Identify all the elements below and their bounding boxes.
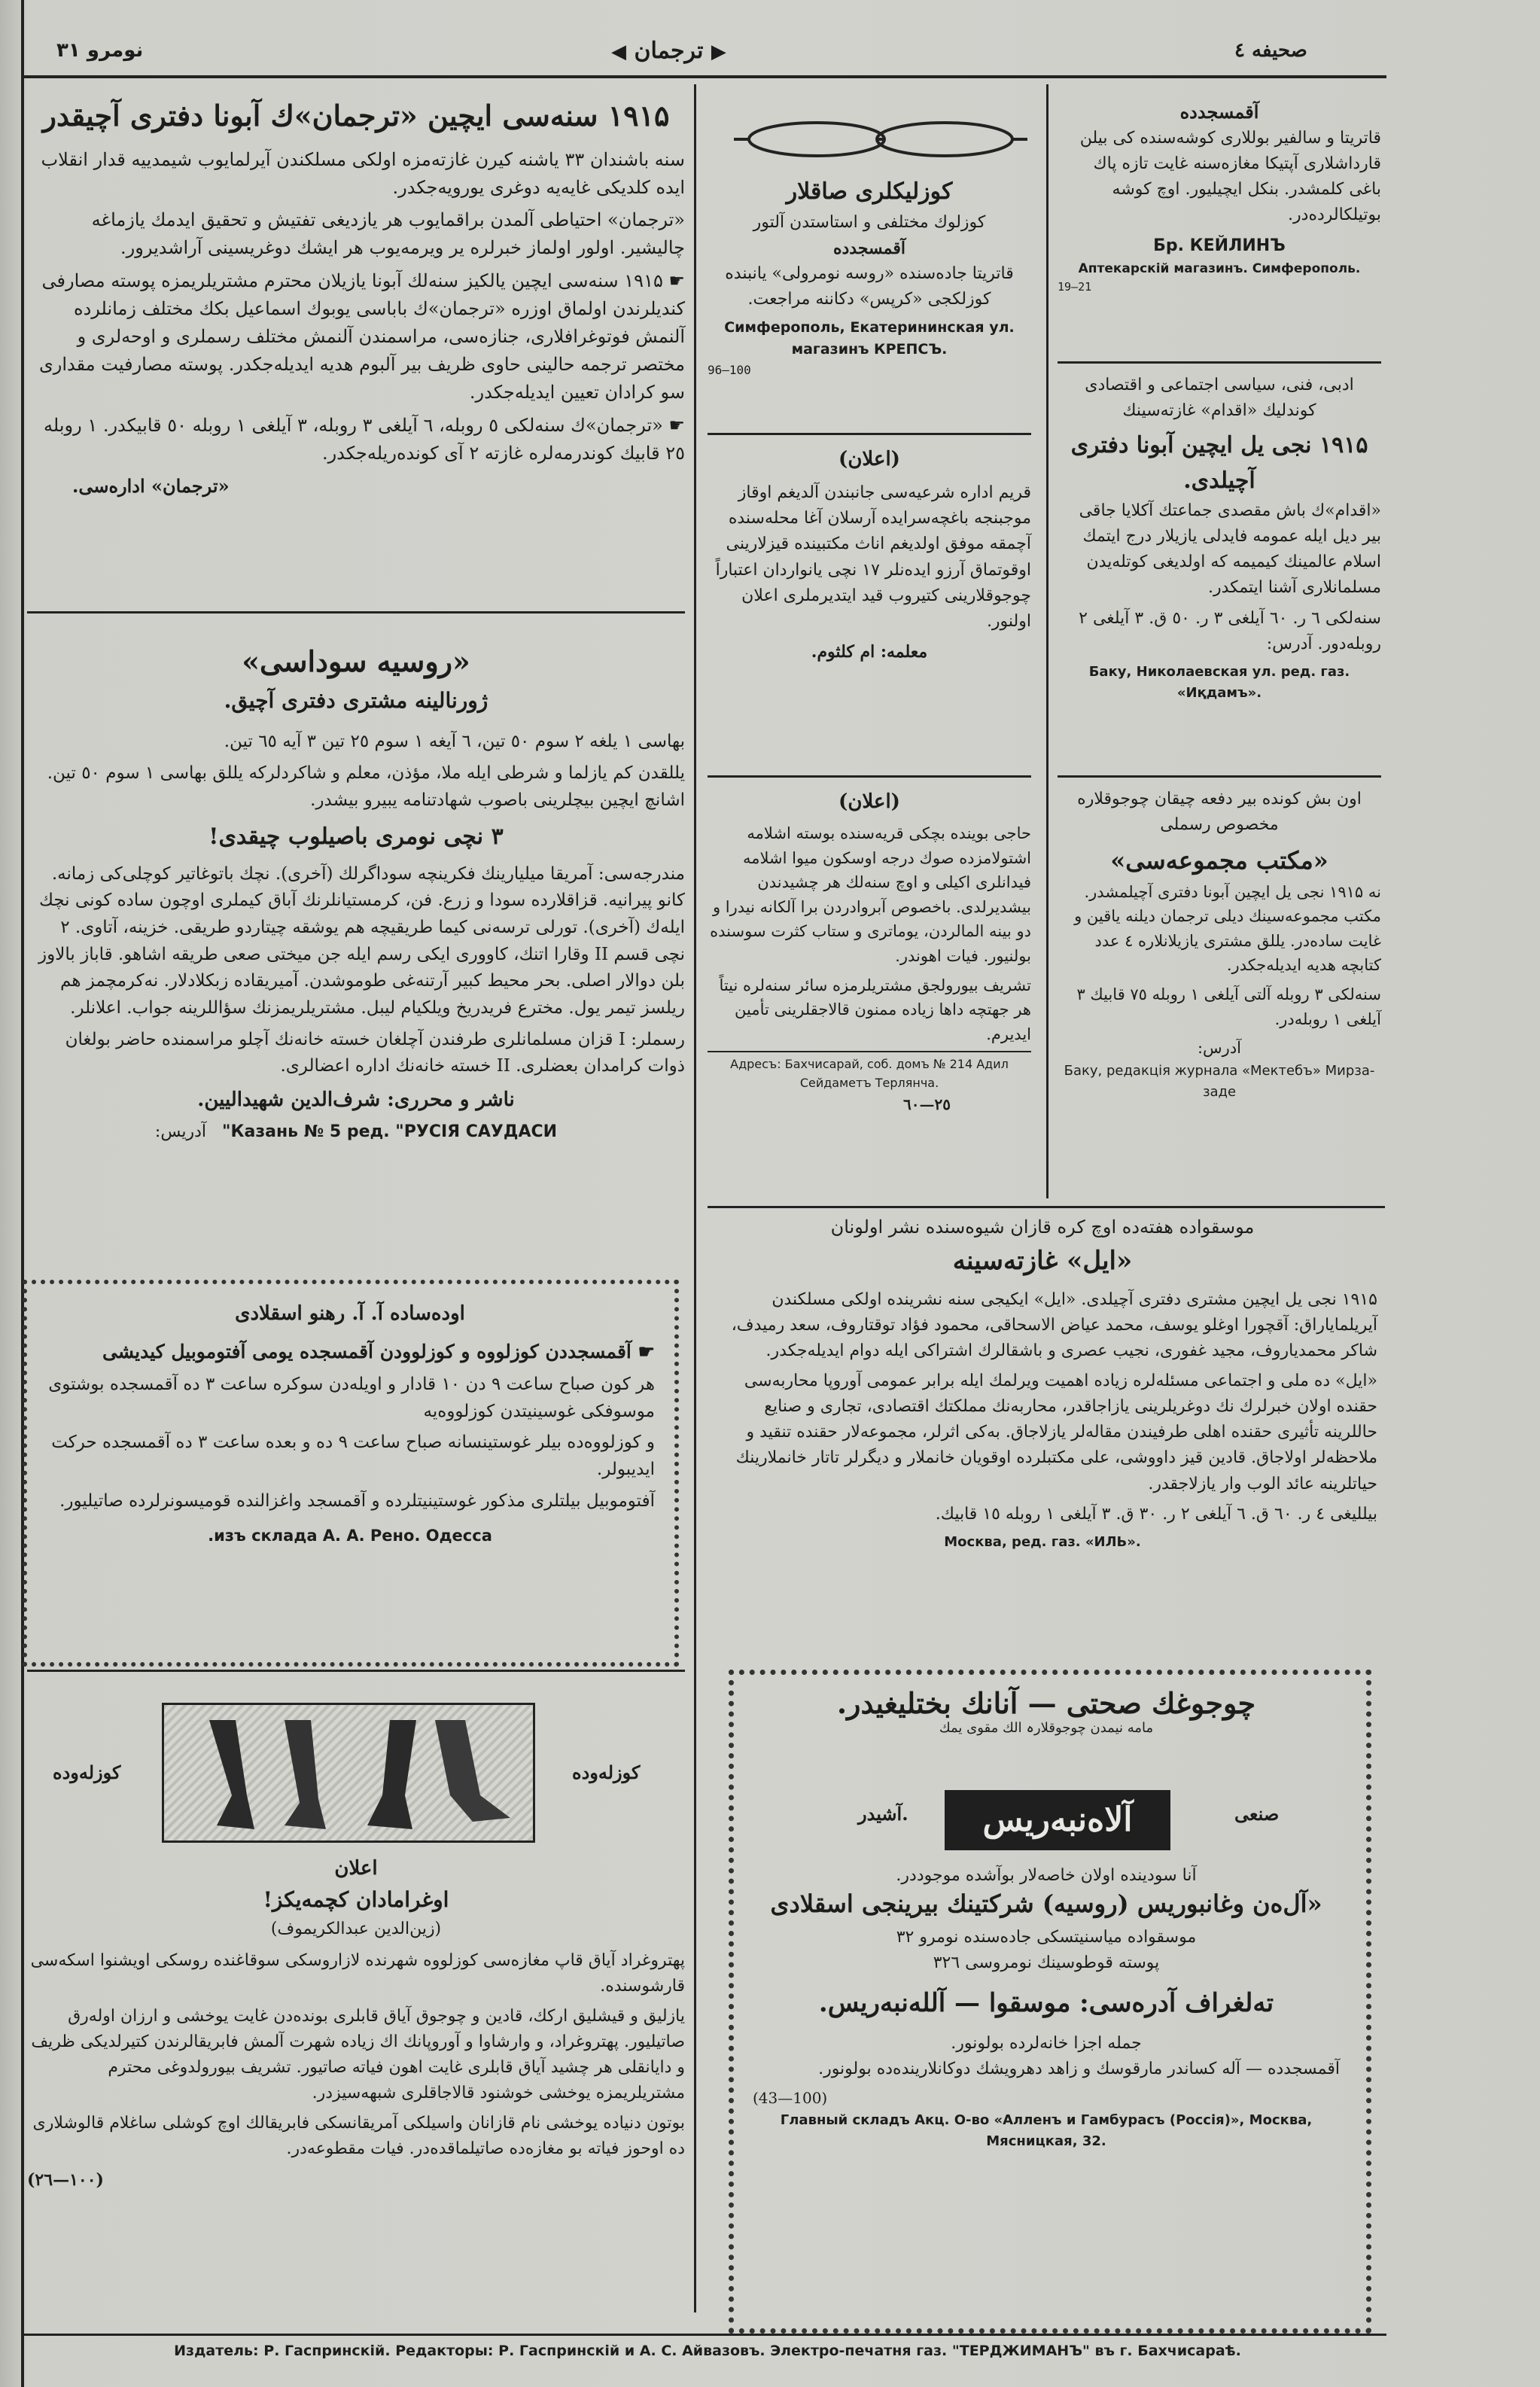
allenburys-logo	[945, 1790, 1170, 1850]
spectacles-ad-subtitle: کوزلوك مختلفی و استاستدن آلتور	[753, 212, 986, 232]
shoe-ad-title: اعلان	[334, 1857, 378, 1880]
shoe-ad-ref: (۲٦—۱۰۰)	[27, 2169, 104, 2190]
mektep-ad	[1058, 787, 1381, 1102]
mektep-ad-body: نه ۱۹۱۵ نجی یل ایچین آبونا دفتری آچیلمشدر. مکتب مجموعه‌سینك دیلی ترجمان دیلنه یاقین و غایت ساده‌در. یللق مشتری یازیلانلاره ٤ عدد کتابچه هدیه ایدیله‌جکدر.	[1074, 882, 1381, 975]
pharmacy-ad	[1058, 98, 1381, 296]
automobile-ad-title: اوده‌ساده آ. آ. رهنو اسقلادی	[235, 1302, 465, 1325]
spectacles-ad-address-1: Симферополь, Екатерининская ул.	[724, 318, 1015, 336]
section-rule	[1058, 775, 1381, 778]
spectacles-ad-title: کوزلیکلری صاقلار	[786, 178, 953, 205]
shoe-shop-ad	[27, 1853, 685, 2193]
orchard-notice-address: Адресъ: Бахчисарай, соб. домъ № 214 Адил Сейдаметъ Терлянча.	[708, 1051, 1031, 1093]
shoe-ad-galoshes: بوتون دنیاده یوخشی نام قازانان واسیلکی آمریقانسکی فابریقالك اوچ کوشلی ساغلام قالوشلاری ده اوحوز فیاته بو مغازه‌ده صاتیلماقده‌در. فیات مقطوعه‌در.	[32, 2114, 685, 2159]
spectacles-ad-ref: 96—100	[708, 362, 751, 377]
russia-saudasi-contents: مندرجه‌سی: آمریقا میلیارینك فکرینچه سوداگرلك (آخری). نچك باتوغاتیر کوچلی‌کی زمانه. کانو پیرانیه. قزاقلارده سودا و زرع. فن، کرمستیانلرنك آباق کیملری اوچون ساده کونی نچك ایله‌ك (آخری). تورلی ترسه‌نی کیما طریقیچه هم یوشقه چیتاردو طریقی. خزینه، آتاوی. ۲ نچی قسم II وقارا اتنك، کاووری ایکی رسم ایله جن میختی صعی طریقه اشاهو. قاباز بالاوز بلن دوالار اصلی. بحر محیط کبیر آرتنه‌غی طوموشدن. آمیریقاده زبکلادلار. نه‌کرمچمز هم ریلسز تیمر یول. مخترع فریدریخ ویلکیام لیبل. مشتریلریمزنك سؤاللرینه جواب. اعلانلر.	[38, 863, 685, 1018]
russia-saudasi-pictures: رسملر: I قزان مسلمانلری طرفندن آچلغان خسته خانه‌نك آچلو مراسمنده حاضر بولغان ذوات کرامدان بعضلری. II خسته خانه‌نك اداره اعضالری.	[65, 1029, 685, 1076]
baby-food-ad-claim: آنا سودینده اولان خاصه‌لار بوآشده موجوددر.	[896, 1866, 1197, 1885]
mektep-ad-title: «مکتب مجموعه‌سی»	[1110, 846, 1328, 875]
baby-food-ad-address-2: پوسته قوطوسینك نومروسی ۳۲٦	[933, 1953, 1160, 1972]
pharmacy-ad-firm-description: Аптекарскій магазинъ. Симферополь.	[1078, 260, 1361, 276]
iqdam-ad-body: «اقدام»ك باش مقصدی جماعتك آکلایا جاقی بیر دیل ایله عمومه فایدلی یازیلار درج ایتمك اسلام عالمینك کیمیمه که اولدیغی کوتله‌یدن مسلمانلاری آشنا ایتمکدر.	[1079, 501, 1381, 598]
notice-paragraph-3: ۱۹۱۵ سنه‌سی ایچین یالکیز سنه‌لك آبونا یازیلان محترم مشتریلریمزه پوسته مصارفی کندیلرندن اولماق اوزره «ترجمان»ك باباسی یوبوك اسماعیل بکك مختلف زمانلرده آلنمش فوتوغرافلاری، جنازه‌سی، مراسمندن آلنمش مختلف رسملری و اوحه‌لری و مختصر ترجمه حالینی حاوی ظریف بیر آلبوم هدیه ایدیله‌جکدر. پوسته مصارفیت مقداری سو کرادان تعیین ایدیله‌جکدر.	[39, 269, 685, 403]
girls-school-notice-title: (اعلان)	[838, 448, 900, 470]
section-rule	[27, 611, 685, 613]
left-edge-rule	[21, 0, 24, 2387]
russia-saudasi-address-label: آدریس:	[154, 1122, 207, 1142]
baby-food-ad-right-word: آشیدر.	[858, 1803, 908, 1825]
masthead-title: ◀ ترجمان ▶	[611, 38, 726, 64]
orchard-notice	[708, 787, 1031, 1116]
shoe-ad-owner: (زین‌الدین عبدالکریموف)	[270, 1919, 442, 1938]
pointing-hand-icon: ☛	[668, 269, 685, 291]
automobile-ad-schedule-1: هر کون صباح ساعت ۹ دن ۱۰ قادار و اویله‌دن سوکره ساعت ۳ ده آقمسجده بوشتوی موسوفکی غوسینیتدن کوزلووه‌یه	[48, 1375, 655, 1421]
russia-saudasi-title: «روسیه سوداسی»	[242, 644, 470, 678]
baby-food-ad-warehouse: Главный складъ Акц. О-во «Алленъ и Гамбурасъ (Россія)», Москва, Мясницкая, 32.	[780, 2111, 1313, 2149]
spectacles-ad-address-2: магазинъ КРЕПСЪ.	[791, 341, 948, 358]
shoe-ad-location: پهتروغراد آیاق قاپ مغازه‌سی کوزلووه شهرنده لازاروسکی سوقاغنده روسکی اویشنوا اسکه‌سی قارشوسنده.	[30, 1950, 685, 1996]
iqdam-ad	[1058, 373, 1381, 704]
mektep-ad-address-label: آدرس:	[1197, 1039, 1242, 1058]
spectacles-ad-body: قاتریتا جاده‌سنده «روسه نومرولی» یانبنده کوزلکجی «کرپس» دکاننه مراجعت.	[725, 263, 1014, 309]
automobile-ad-tickets: آفتوموبیل بیلتلری مذکور غوستینیتلرده و آقمسجد واغزالنده قومیسونرلرده صاتیلیور.	[59, 1490, 655, 1511]
eyeglasses-icon	[734, 113, 1027, 166]
masthead-title-text: ترجمان	[634, 38, 704, 64]
pointing-hand-icon: ☛	[638, 1341, 655, 1363]
section-rule	[708, 1206, 1385, 1208]
baby-food-ad-address-1: موسقواده میاسنیتسکی جاده‌سنده نومرو ۳۲	[896, 1927, 1197, 1947]
eyeglasses-svg	[734, 113, 1027, 166]
baby-food-ad-body	[753, 1863, 1340, 2152]
column-divider-1	[694, 84, 696, 1198]
russia-saudasi-ad	[27, 640, 685, 1145]
notice-signature: «ترجمان» اداره‌سی.	[72, 474, 230, 497]
il-ad-address: Москва, ред. газ. «ИЛЬ».	[944, 1533, 1141, 1550]
girls-school-notice	[708, 444, 1031, 665]
section-rule	[27, 1670, 685, 1672]
mektep-ad-price: سنه‌لکی ۳ روبله آلتی آیلغی ۱ روبله ۷٥ قابیك ۳ آیلغی ۱ روبله‌در.	[1076, 985, 1381, 1028]
shoes-illustration-icon	[162, 1703, 535, 1843]
iqdam-ad-address: Баку, Николаевская ул. ред. газ. «Иқдамъ».	[1088, 663, 1350, 701]
header-rule	[23, 75, 1386, 78]
baby-food-ad-pharmacies: جمله اجزا خانه‌لرده بولونور.	[951, 2033, 1142, 2053]
terjuman-subscription-notice	[27, 94, 685, 504]
iqdam-ad-price: سنه‌لکی ٦ ر. ٦٠ آیلغی ۳ ر. ٥٠ ق. ۳ آیلغی ۲ روبله‌دور. آدرس:	[1079, 608, 1381, 653]
baby-food-ad-company: «آل‌ه‌ن وغانبوریس (روسیه) شرکتینك بیرینجی اسقلادی	[770, 1889, 1322, 1919]
orchard-notice-ref: ٦٠—۲٥	[903, 1095, 951, 1113]
pointing-hand-icon: ☛	[668, 414, 685, 436]
girls-school-notice-signature: معلمه: ام کلثوم.	[811, 641, 928, 662]
russia-saudasi-subtitle: ژورنالینه مشتری دفتری آچیق.	[224, 687, 488, 713]
russia-saudasi-issue-out: ۳ نچی نومری باصیلوب چیقدی!	[208, 824, 504, 851]
russia-saudasi-discount: یللقدن کم یازلما و شرطی ایله ملا، مؤذن، معلم و شاکردلرکه یللق بهاسی ۱ سوم ٥٠ تین. اشانچ ایچین بیچلرینی باصوب شهادتنامه یبیرو بیشدر.	[47, 763, 685, 810]
il-ad-title: «ایل» غازته‌سینه	[952, 1246, 1133, 1277]
iqdam-ad-title: ۱۹۱۵ نجی یل ایچین آبونا دفتری آچیلدی.	[1070, 432, 1368, 494]
baby-food-ad-telegraph: تەلغراف آدرەسی: موسقوا — آللەنبەریس.	[818, 1987, 1274, 2018]
footer-rule	[23, 2334, 1386, 2336]
section-rule	[708, 433, 1031, 435]
russia-saudasi-publisher: ناشر و محرری: شرف‌الدین شهیدالیین.	[197, 1088, 515, 1111]
column-divider-3	[694, 1198, 696, 2312]
automobile-ad-footer: изъ склада А. А. Рено. Одесса.	[208, 1527, 492, 1545]
notice-paragraph-2: «ترجمان» احتیاطی آلمدن براقمایوب هر یازدیغی تفتیش و تحقیق ایدمك یازماغه چالیشیر. اولور اولماز خبرلره یر ویرمه‌یوب هر ایشك دوغریسینی آراشدیرور.	[91, 209, 685, 259]
pharmacy-ad-firm: Бр. КЕЙЛИНЪ	[1153, 236, 1286, 255]
section-rule	[1058, 361, 1381, 364]
issue-number: نومرو ۳۱	[56, 39, 144, 62]
automobile-ad-schedule-2: و کوزلووه‌ده بیلر غوستینسانه صباح ساعت ۹ ده و بعده ساعت ۳ ده آقمسجده حرکت ایدیبولر.	[51, 1433, 655, 1479]
spectacles-ad	[708, 175, 1031, 380]
shoe-ad-subtitle: اوغرامادان کچمه‌یکز!	[263, 1887, 449, 1913]
pharmacy-ad-ref: 19—21	[1058, 280, 1092, 294]
russia-saudasi-address: Казань № 5 ред. "РУСІЯ САУДАСИ"	[222, 1122, 558, 1142]
mektep-ad-address: Баку, редакція журнала «Мектебъ» Мирза-заде	[1064, 1062, 1375, 1100]
il-newspaper-ad	[708, 1213, 1377, 1553]
notice-title: ۱۹۱۵ سنه‌سی ایچین «ترجمان»ك آبونا دفتری آچیقدر	[42, 99, 670, 132]
iqdam-ad-intro: ادبی، فنی، سیاسی اجتماعی و اقتصادی کوندلیك «اقدام» غازته‌سینك	[1085, 376, 1354, 421]
mektep-ad-intro: اون بش کونده بیر دفعه چیقان چوجوقلاره مخصوص رسملی	[1077, 790, 1362, 835]
shoe-ad-description: یازلیق و قیشلیق ارکك، قادین و چوجوق آیاق قابلری بونده‌دن غایت یوخشی و ارزان اوله‌رق صاتیلیور. پهتروغراد، و وارشاوا و آوروپانك اك زیاده شهرت آلمش فابریقالرندن کتیرلدیکی ظریف و دایانقلی هر چشید آیاق قابلری غایت اهون فیاته صاتیور. تشریف بیورولدوغی محترم مشتریلریمزه یوخشی خوشنود قالاجاقلری شبهه‌سیزدر.	[31, 2006, 685, 2103]
orchard-notice-assurance: تشریف بیورولجق مشتریلرمزه سائر سنه‌لره نیتاً هر جهتچه داها زیاده ممنون قالاجقلرینی تأمین ایدیرم.	[719, 976, 1031, 1043]
il-ad-paragraph-1: ۱۹۱۵ نجی یل ایچین مشتری دفتری آچیلدی. «ایل» ایکیجی سنه نشرینده اولکی مسلکندن آیریلمایاراق: آقچورا اوغلو یوسف، محمد عیاض الاسحاقی، محمود فؤاد توقتاروف، سعد رمیدف، شاکر محمدیاروف، مجید غفوری، نجیب عصری و باشقالرك اشتراکی ایله دوام ایدیله‌جکدر.	[731, 1289, 1377, 1361]
pharmacy-ad-place: آقمسجدده	[1179, 101, 1259, 123]
russia-saudasi-price: بهاسی ۱ یلغه ۲ سوم ٥٠ تین، ٦ آیغه ۱ سوم ۲٥ تین ۳ آیه ٦٥ تین.	[224, 732, 685, 752]
notice-paragraph-1: سنه باشندان ۳۳ یاشنه کیرن غازته‌مزه اولکی مسلکندن آیرلمایوب شیمدییه قدار انقلاب ایده کلدیکی غایه‌یه دوغری یورویه‌جکدر.	[41, 148, 685, 199]
notice-paragraph-4: «ترجمان»ك سنه‌لکی ٥ روبله، ٦ آیلغی ۳ روبله، ۳ آیلغی ۱ روبله ٥٠ قابیکدر. ۱ روبله ۲٥ قابیك کوندرمه‌لره غازته ۲ آی کونده‌ریله‌جکدر.	[44, 414, 685, 464]
girls-school-notice-body: قریم اداره شرعیه‌سی جانبندن آلدیغم اوقاز موجبنجه باغچه‌سرایده آرسلان آغا محله‌سنده آچمقه موفق اولدیغم اناث مکتبینده قیزلارینی اوقوتماق آرزو ایده‌نلر ۱۷ نچی یانواردان اعتباراً چوجوقلارینی کتیروب قید ایتدیرملری اعلان اولنور.	[715, 483, 1031, 631]
shoes-illustration-svg	[164, 1705, 533, 1840]
shoe-ad-right-city: کوزله‌وده	[572, 1761, 641, 1783]
il-ad-price: بیللیغی ٤ ر. ٦٠ ق. ٦ آیلغی ۲ ر. ۳۰ ق. ۳ آیلغی ۱ روبله ۱٥ قابیك.	[935, 1504, 1377, 1524]
section-rule	[708, 775, 1031, 778]
imprint-line: Издатель: Р. Гаспринскій. Редакторы: Р. Гаспринскій и А. С. Айвазовъ. Электро-печатня газ. "ТЕРДЖИМАНЪ" въ г. Бахчисараѣ.	[174, 2343, 1241, 2359]
il-ad-intro: موسقواده هفته‌ده اوچ کره قازان شیوه‌سنده نشر اولونان	[830, 1216, 1255, 1238]
baby-food-ad	[753, 1686, 1340, 1743]
automobile-ad	[45, 1299, 655, 1548]
baby-food-ad-ref: (43—100)	[753, 2088, 828, 2107]
baby-food-ad-local-sellers: آقمسجدده — آله کساندر مارقوسك و زاهد دهرویشك دوکانلارینده‌ده بولونور.	[818, 2059, 1340, 2078]
baby-food-ad-headline: چوجوغك صحتی — آنانك بختلیغیدر.	[836, 1686, 1256, 1720]
baby-food-ad-sub: مامه نیمدن چوجوقلارہ الك مقوی یمك	[939, 1720, 1154, 1736]
shoe-ad-left-city: کوزله‌وده	[53, 1761, 121, 1783]
il-ad-paragraph-2: «ایل» ده ملی و اجتماعی مسئله‌لره زیاده اهمیت ویرلمك ایله برابر عمومی آوروپا محاربه‌سی حقنده اولان خبرلرك نك دوغریلرینی یازاجاقدر، محاربه‌نك مملکتك اقتصادی، تجاری و صنایع حاللرینه تأثیری حقنده اهلی طرفیندن مقاله‌لر یازلاجاق. به‌کی اثرلر، مجموعه‌لار حقنده تنقید و ملاحظه‌لر اولاجاق. قادین قیز داووشی، علی مکتبلرده اوقویان خانملار و دیگرلر تاتار خانملارینك حیاتلرینه عائد الوب وار یازلاجقدر.	[735, 1372, 1377, 1493]
page-number: صحیفه ٤	[1234, 39, 1307, 62]
baby-food-ad-left-word: صنعی	[1234, 1803, 1280, 1825]
spectacles-ad-place: آقمسجدده	[832, 238, 906, 258]
allenburys-logo-text: آلاه‌نبه‌ریس	[982, 1801, 1133, 1839]
automobile-ad-route: آقمسجددن کوزلووه و کوزلوودن آقمسجده یومی آفتوموبیل کیدیشی	[102, 1341, 632, 1363]
orchard-notice-body: حاجی بوینده بچکی قریه‌سنده بوسته اشلامه اشتولامزده صوك درجه اوسکون میوا اشلامه فیدانلری اکیلی و اوچ سنه‌لك هر چشیدندن بیشدیرلدی. باخصوص آبروادردن برا آلکانه نیدرا و دو بینه المالردن، یوماتری و ستاب کثرت سوسنده بولنیور. فیات اهوندر.	[710, 824, 1031, 966]
orchard-notice-title: (اعلان)	[838, 790, 900, 813]
pharmacy-ad-body: قاتریتا و سالفیر بوللاری کوشه‌سنده کی بیلن قارداشلاری آپتیکا مغازه‌سنه غایت تازه پاك باغی کلمشدر. بنکل ایچیلیور. اوچ کوشه بوتیلکالرده‌در.	[1079, 129, 1381, 225]
column-divider-2	[1046, 84, 1048, 1198]
